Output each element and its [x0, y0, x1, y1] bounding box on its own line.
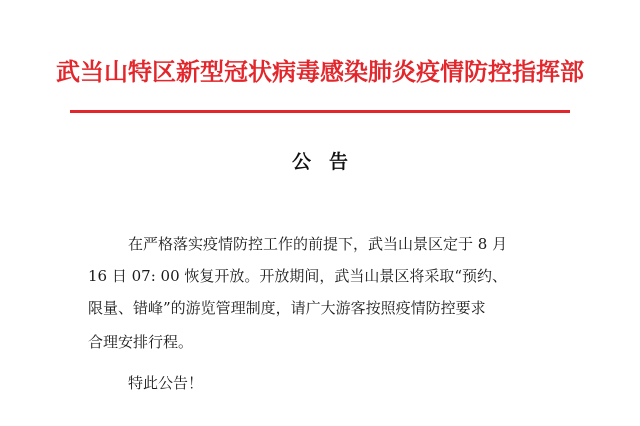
body-line: 16 日 07: 00 恢复开放。开放期间，武当山景区将采取“预约、 [88, 267, 508, 285]
issuing-authority-title: 武当山特区新型冠状病毒感染肺炎疫情防控指挥部 [56, 57, 584, 86]
closing-line: 特此公告！ [128, 374, 204, 392]
body-line: 在严格落实疫情防控工作的前提下，武当山景区定于 8 月 [128, 235, 508, 253]
body-line: 合理安排行程。 [88, 333, 194, 351]
notice-heading: 公告 [291, 151, 366, 173]
red-header-rule [70, 110, 570, 113]
body-line: 限量、错峰”的游览管理制度，请广大游客按照疫情防控要求 [88, 299, 486, 317]
